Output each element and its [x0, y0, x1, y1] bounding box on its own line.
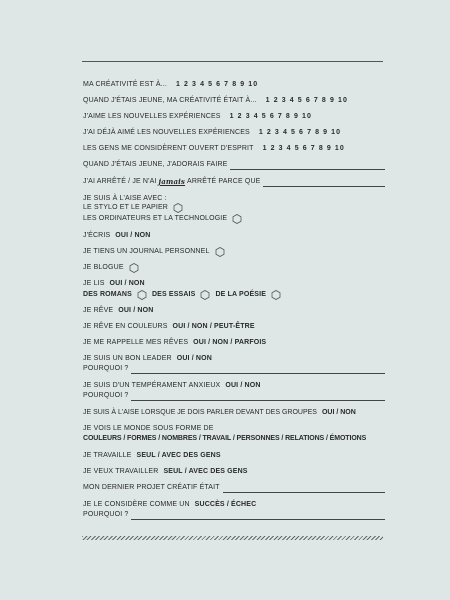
q1-scale[interactable]: 1 2 3 4 5 6 7 8 9 10	[175, 81, 259, 88]
q21-choice[interactable]: SEUL / AVEC DES GENS	[163, 468, 248, 475]
q19-label: JE VOIS LE MONDE SOUS FORME DE	[83, 425, 214, 432]
q9-row	[83, 231, 385, 241]
q4-label: J'AI DÉJÀ AIMÉ LES NOUVELLES EXPÉRIENCES	[83, 129, 250, 136]
q16-why-row	[83, 364, 385, 374]
q8-opt1-row	[83, 203, 385, 213]
q7-emphasis: jamais	[158, 177, 186, 186]
q3-scale[interactable]: 1 2 3 4 5 6 7 8 9 10	[229, 113, 312, 120]
q13-label: JE RÊVE	[83, 307, 114, 314]
q20-row	[83, 451, 385, 461]
q22-label: MON DERNIER PROJET CRÉATIF ÉTAIT	[83, 484, 220, 491]
hexagon-checkbox[interactable]	[200, 290, 210, 300]
q15-choice[interactable]: OUI / NON / PARFOIS	[193, 339, 267, 346]
q7-answer-line[interactable]	[263, 178, 385, 187]
q17-choice[interactable]: OUI / NON	[225, 382, 261, 389]
q1-row	[83, 80, 385, 90]
q17-row	[83, 381, 385, 391]
q20-choice[interactable]: SEUL / AVEC DES GENS	[136, 452, 221, 459]
q12-opt3-label: DE LA POÉSIE	[215, 291, 267, 298]
q16-answer-line[interactable]	[131, 365, 385, 374]
q12-label: JE LIS	[83, 280, 105, 287]
q10-label: JE TIENS UN JOURNAL PERSONNEL	[83, 248, 210, 255]
q8-opt2-row	[83, 214, 385, 224]
q13-choice[interactable]: OUI / NON	[118, 307, 154, 314]
q17-why-label: POURQUOI ?	[83, 392, 129, 399]
q16-row	[83, 354, 385, 364]
q15-label: JE ME RAPPELLE MES RÊVES	[83, 339, 189, 346]
q2-label: QUAND J'ÉTAIS JEUNE, MA CRÉATIVITÉ ÉTAIT À...	[83, 97, 257, 104]
q7-row	[83, 177, 385, 187]
q7-label-b: ARRÊTÉ PARCE QUE	[187, 178, 261, 185]
q15-row	[83, 338, 385, 348]
q2-row	[83, 96, 385, 106]
q6-answer-line[interactable]	[230, 161, 385, 170]
q1-label: MA CRÉATIVITÉ EST À...	[83, 81, 167, 88]
q4-row	[83, 128, 385, 138]
q12-choice[interactable]: OUI / NON	[109, 280, 145, 287]
q17-answer-line[interactable]	[131, 392, 385, 401]
q12-opt2-label: DES ESSAIS	[151, 291, 196, 298]
q7-label-a: J'AI ARRÊTÉ / JE N'AI	[83, 178, 157, 185]
q18-choice[interactable]: OUI / NON	[321, 409, 356, 416]
q8-label: JE SUIS À L'AISE AVEC :	[83, 195, 167, 202]
q10-row	[83, 247, 385, 257]
q21-row	[83, 467, 385, 477]
q13-row	[83, 306, 385, 316]
q17-why-row	[83, 391, 385, 401]
bottom-zigzag-rule	[82, 536, 383, 540]
q6-label: QUAND J'ÉTAIS JEUNE, J'ADORAIS FAIRE	[83, 161, 228, 168]
q18-row	[83, 408, 385, 418]
hexagon-checkbox[interactable]	[173, 203, 183, 213]
q16-label: JE SUIS UN BON LEADER	[83, 355, 172, 362]
q12-row	[83, 279, 385, 289]
q23-choice[interactable]: SUCCÈS / ÉCHEC	[194, 501, 257, 508]
q12-opt1-label: DES ROMANS	[83, 291, 132, 298]
q23-why-label: POURQUOI ?	[83, 511, 129, 518]
q5-row	[83, 144, 385, 154]
q5-label: LES GENS ME CONSIDÈRENT OUVERT D'ESPRIT	[83, 145, 254, 152]
q19-choice[interactable]: COULEURS / FORMES / NOMBRES / TRAVAIL / PERSONNES / RELATIONS / ÉMOTIONS	[83, 435, 367, 442]
q9-choice[interactable]: OUI / NON	[115, 232, 151, 239]
q6-row	[83, 160, 385, 170]
q14-row	[83, 322, 385, 332]
q8-opt1-label: LE STYLO ET LE PAPIER	[83, 204, 168, 211]
q23-label: JE LE CONSIDÈRE COMME UN	[83, 501, 190, 508]
hexagon-checkbox[interactable]	[271, 290, 281, 300]
q11-row	[83, 263, 385, 273]
q4-scale[interactable]: 1 2 3 4 5 6 7 8 9 10	[258, 129, 342, 136]
hexagon-checkbox[interactable]	[215, 247, 225, 257]
q19-options-row	[83, 434, 385, 444]
q23-row	[83, 500, 385, 510]
q20-label: JE TRAVAILLE	[83, 452, 132, 459]
q19-row	[83, 424, 385, 434]
q21-label: JE VEUX TRAVAILLER	[83, 468, 159, 475]
q14-label: JE RÊVE EN COULEURS	[83, 323, 168, 330]
q18-label: JE SUIS À L'AISE LORSQUE JE DOIS PARLER DEVANT DES GROUPES	[83, 409, 317, 416]
q11-label: JE BLOGUE	[83, 264, 124, 271]
q17-label: JE SUIS D'UN TEMPÉRAMENT ANXIEUX	[83, 382, 221, 389]
q22-answer-line[interactable]	[223, 484, 385, 493]
q12-options-row	[83, 290, 385, 300]
q9-label: J'ÉCRIS	[83, 232, 111, 239]
q22-row	[83, 483, 385, 493]
q14-choice[interactable]: OUI / NON / PEUT-ÊTRE	[172, 323, 255, 330]
q3-row	[83, 112, 385, 122]
q16-choice[interactable]: OUI / NON	[176, 355, 212, 362]
q23-why-row	[83, 510, 385, 520]
q23-answer-line[interactable]	[131, 511, 385, 520]
q3-label: J'AIME LES NOUVELLES EXPÉRIENCES	[83, 113, 221, 120]
hexagon-checkbox[interactable]	[137, 290, 147, 300]
q16-why-label: POURQUOI ?	[83, 365, 129, 372]
q5-scale[interactable]: 1 2 3 4 5 6 7 8 9 10	[262, 145, 345, 152]
hexagon-checkbox[interactable]	[232, 214, 242, 224]
q2-scale[interactable]: 1 2 3 4 5 6 7 8 9 10	[265, 97, 348, 104]
hexagon-checkbox[interactable]	[129, 263, 139, 273]
q8-opt2-label: LES ORDINATEURS ET LA TECHNOLOGIE	[83, 215, 228, 222]
top-rule	[82, 61, 383, 62]
